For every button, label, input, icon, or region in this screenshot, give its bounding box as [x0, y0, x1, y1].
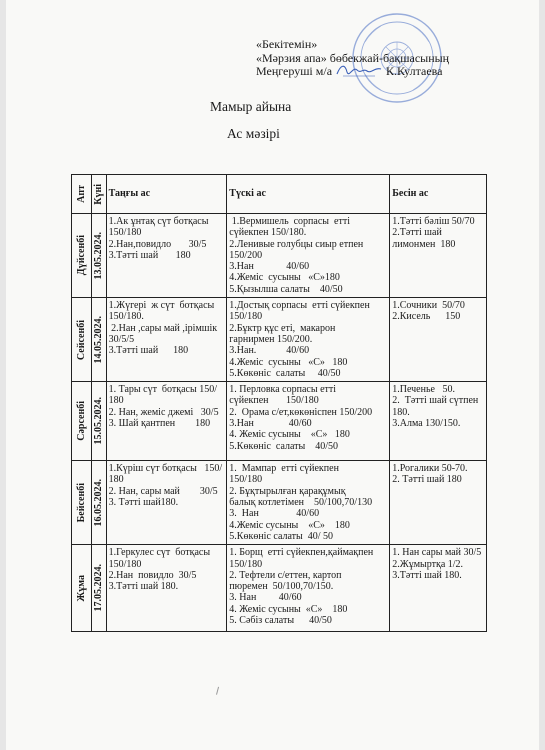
snack-item: 1.Тәтті бәліш 50/70 — [392, 216, 475, 227]
lunch-item: 5.Көкөніс салаты 40/ 50 — [229, 530, 334, 542]
lunch-item: 150/180 — [229, 311, 263, 323]
breakfast-item: 1. Тары сүт ботқасы 150/ — [108, 384, 217, 396]
breakfast-item: 2.Нан,повидло 30/5 — [108, 238, 207, 250]
table-row — [72, 382, 487, 461]
breakfast-item: 1.Ак ұнтақ сүт ботқасы — [108, 216, 209, 227]
lunch-item: 2.Бұктр құс еті, макарон — [229, 322, 336, 334]
header-breakfast: Таңғы ас — [106, 175, 227, 214]
snack-cell — [390, 545, 487, 632]
weekday-cell: Дүйсенбі — [72, 214, 92, 298]
lunch-cell — [227, 545, 390, 632]
lunch-item: 2.Ленивые голубцы сиыр етпен — [229, 238, 364, 250]
breakfast-cell — [106, 298, 227, 382]
weekday-cell: Сейсенбі — [72, 298, 92, 382]
snack-cell — [390, 214, 487, 298]
breakfast-item: 1.Жүгері ж сүт ботқасы — [108, 300, 215, 312]
head-title: Меңгерушi м/а — [256, 64, 333, 78]
table-row — [72, 298, 487, 382]
lunch-item: 150/200 — [229, 249, 263, 261]
snack-item: 2. Тәтті шай сүтпен — [392, 395, 479, 407]
breakfast-item: 3.Тәтті шай 180. — [108, 581, 179, 593]
lunch-item: 2. Бұқтырылған қарақұмық — [229, 485, 346, 497]
lunch-item: балық котлетімен 50/100,70/130 — [229, 497, 373, 509]
lunch-item: 4.Жеміс сусыны «С» 180 — [229, 356, 348, 368]
header-lunch: Түскі ас — [227, 175, 390, 214]
breakfast-item: 2. Нан, сары май 30/5 — [108, 485, 218, 497]
snack-item: 1.Рогалики 50-70. — [392, 463, 468, 475]
snack-cell — [390, 382, 487, 461]
breakfast-item: 3.Тәтті шай 180 — [108, 345, 189, 357]
weekday-cell: Бейсенбі — [72, 461, 92, 545]
lunch-item: сүйекпен 150/180 — [229, 395, 319, 407]
header-day: Күні — [92, 175, 106, 214]
head-name: К.Култаева — [386, 64, 443, 78]
breakfast-item: 180 — [108, 474, 124, 486]
menu-table — [71, 174, 487, 632]
month-heading: Мамыр айына — [210, 99, 292, 114]
kindergarten-name: «Мәрзия апа» бөбекжай-бақшасының — [256, 50, 450, 65]
lunch-item: 1. Борщ етті сүйекпен,қаймақпен — [229, 547, 374, 559]
breakfast-item: 2.Нан ,сары май ,ірімшік — [108, 322, 218, 334]
lunch-item: гарнирмен 150/200. — [229, 333, 313, 345]
table-header-row — [72, 175, 487, 214]
snack-item: лимонмен 180 — [392, 238, 456, 250]
lunch-cell — [227, 298, 390, 382]
lunch-item: 4.Жеміс сусыны «С» 180 — [229, 519, 350, 531]
menu-title: Ас мәзірі — [227, 126, 280, 141]
lunch-item: 5. Сәбіз салаты 40/50 — [229, 615, 332, 627]
date-cell: 13.05.2024. — [92, 214, 106, 298]
lunch-item: 3. Нан 40/60 — [229, 592, 302, 604]
table-row — [72, 461, 487, 545]
breakfast-item: 150/180. — [108, 311, 144, 323]
lunch-item: 150/180 — [229, 558, 263, 570]
approval-block — [256, 38, 449, 79]
lunch-item: 4. Жеміс сусыны «С» 180 — [229, 429, 350, 441]
snack-item: 1.Печенье 50. — [392, 384, 455, 396]
lunch-item: сүйекпен 150/180. — [229, 227, 307, 239]
lunch-item: 1.Достық сорпасы етті сүйекпен — [229, 300, 370, 312]
snack-item: 3.Алма 130/150. — [392, 418, 461, 430]
breakfast-cell — [106, 461, 227, 545]
breakfast-item: 3.Тәтті шай 180 — [108, 249, 191, 261]
signature-icon — [335, 66, 383, 78]
head-line — [256, 65, 449, 79]
breakfast-cell — [106, 545, 227, 632]
lunch-item: 150/180 — [229, 474, 263, 486]
snack-item: 1.Сочники 50/70 — [392, 300, 465, 312]
table-row — [72, 545, 487, 632]
document-page — [6, 0, 539, 750]
breakfast-cell — [106, 214, 227, 298]
breakfast-item: 30/5/5 — [108, 333, 135, 345]
snack-item: 180. — [392, 406, 410, 418]
header-snack: Бесін ас — [390, 175, 487, 214]
breakfast-item: 150/180 — [108, 558, 142, 570]
table-row — [72, 214, 487, 298]
breakfast-item: 1.Геркулес сүт ботқасы — [108, 547, 211, 559]
snack-item: 2. Тәтті шай 180 — [392, 474, 462, 486]
lunch-item: 5.Көкөніс салаты 40/50 — [229, 440, 339, 452]
breakfast-item: 2.Нан повидло 30/5 — [108, 569, 197, 581]
breakfast-item: 1.Күріш сүт ботқасы 150/ — [108, 463, 223, 475]
snack-item: 2.Жұмыртқа 1/2. — [392, 558, 464, 570]
breakfast-item: 150/180 — [108, 227, 142, 239]
lunch-item: 5.Қызылша салаты 40/50 — [229, 283, 343, 295]
weekday-cell: Сәрсенбі — [72, 382, 92, 461]
date-cell: 16.05.2024. — [92, 461, 106, 545]
breakfast-item: 180 — [108, 395, 124, 407]
date-cell: 14.05.2024. — [92, 298, 106, 382]
snack-cell — [390, 461, 487, 545]
breakfast-cell — [106, 382, 227, 461]
snack-cell — [390, 298, 487, 382]
lunch-item: 2. Тефтели с/еттен, картоп — [229, 569, 342, 581]
lunch-item: 1.Вермишель сорпасы етті — [229, 216, 350, 227]
lunch-item: 4. Жеміс сусыны «С» 180 — [229, 603, 348, 615]
breakfast-item: 3. Шай қантпен 180 — [108, 418, 211, 430]
lunch-item: 4.Жеміс сусыны «С»180 — [229, 272, 340, 284]
lunch-cell — [227, 214, 390, 298]
date-cell: 17.05.2024. — [92, 545, 106, 632]
date-cell: 15.05.2024. — [92, 382, 106, 461]
breakfast-item: 3. Тәтті шай180. — [108, 497, 179, 509]
header-week: Апт — [72, 175, 92, 214]
lunch-cell — [227, 382, 390, 461]
lunch-item: 2. Орама с/ет,көкөніспен 150/200 — [229, 406, 373, 418]
snack-item: 2.Кисель 150 — [392, 311, 461, 323]
lunch-item: 1. Мампар етті сүйекпен — [229, 463, 339, 475]
breakfast-item: 2. Нан, жеміс джемі 30/5 — [108, 406, 219, 418]
snack-item: 2.Тәтті шай — [392, 227, 442, 239]
lunch-item: 1. Перловка сорпасы етті — [229, 384, 337, 396]
weekday-cell: Жұма — [72, 545, 92, 632]
snack-item: 3.Тәтті шай 180. — [392, 569, 462, 581]
lunch-item: 5.Көкөніс салаты 40/50 — [229, 367, 341, 379]
lunch-item: 3. Нан 40/60 — [229, 508, 320, 520]
approve-label: «Бекітемін» — [256, 37, 318, 51]
lunch-item: 3.Нан 40/60 — [229, 418, 312, 430]
lunch-item: 3.Нан. 40/60 — [229, 345, 310, 357]
lunch-item: 3.Нан 40/60 — [229, 261, 310, 273]
lunch-cell — [227, 461, 390, 545]
pen-mark — [216, 687, 221, 696]
lunch-item: пюремен 50/100,70/150. — [229, 581, 334, 593]
snack-item: 1. Нан сары май 30/5 — [392, 547, 482, 559]
